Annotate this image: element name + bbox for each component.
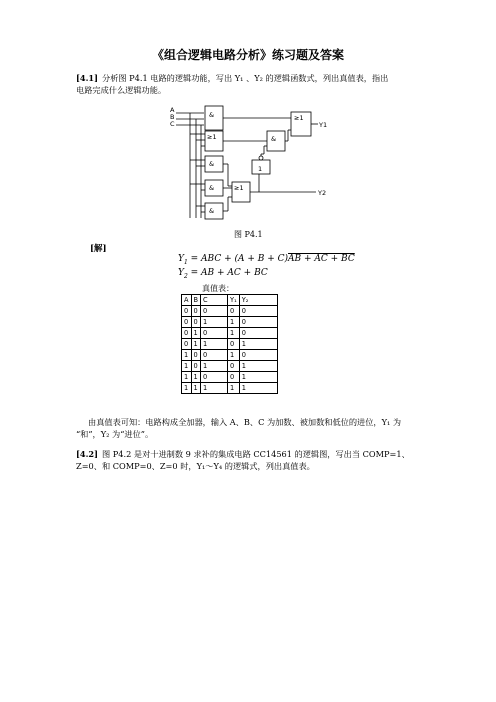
truth-table-header [182, 295, 278, 306]
table-cell: 0 [239, 317, 277, 328]
table-cell: 0 [191, 361, 201, 372]
table-row [182, 328, 278, 339]
table-cell: 0 [201, 372, 228, 383]
table-cell: 0 [201, 328, 228, 339]
gate-symbol-and: & [209, 160, 215, 168]
table-cell: 0 [239, 306, 277, 317]
figure-caption: 图 P4.1 [234, 230, 263, 239]
table-cell: 1 [201, 361, 228, 372]
question-tag: [4.1] [76, 73, 98, 83]
table-cell: 1 [191, 372, 201, 383]
conclusion-line2: “和”，Y₂ 为“进位”。 [76, 429, 154, 439]
table-row [182, 383, 278, 394]
table-cell: 1 [201, 383, 228, 394]
table-cell: 1 [191, 339, 201, 350]
table-cell: 0 [182, 339, 192, 350]
col-header: Y₂ [239, 295, 277, 306]
answer-label: [解] [90, 244, 107, 254]
equation-y1-rhs: = ABC + (A + B + C) [187, 254, 289, 264]
question-text-line2: 电路完成什么逻辑功能。 [76, 85, 167, 95]
equation-y1 [178, 254, 355, 266]
gate-symbol-or: ≥1 [234, 184, 244, 192]
table-cell: 1 [182, 383, 192, 394]
not-bubble [259, 156, 263, 160]
question-tag: [4.2] [76, 449, 98, 459]
table-cell: 1 [228, 317, 240, 328]
gate-symbol-and: & [271, 135, 277, 143]
page-title: 《组合逻辑电路分析》练习题及答案 [151, 48, 344, 62]
truth-table-title: 真值表： [202, 284, 234, 293]
table-cell: 1 [239, 361, 277, 372]
question-text-line1: 分析图 P4.1 电路的逻辑功能，写出 Y₁ 、Y₂ 的逻辑函数式，列出真值表，指出 [102, 73, 389, 83]
equation-y1-overline: AB + AC + BC [288, 254, 355, 264]
table-cell: 1 [228, 328, 240, 339]
input-label-c: C [170, 120, 175, 128]
conclusion-line1: 由真值表可知：电路构成全加器，输入 A、B、C 为加数、被加数和低位的进位，Y₁ 为 [88, 417, 402, 427]
table-cell: 0 [228, 339, 240, 350]
col-header: Y₁ [228, 295, 240, 306]
conclusion [76, 416, 422, 440]
table-cell: 0 [191, 350, 201, 361]
output-label-y1: Y1 [319, 121, 328, 129]
gate-symbol-and: & [209, 111, 215, 119]
table-row [182, 350, 278, 361]
equation-y2-sub: 2 [183, 272, 188, 280]
gate-symbol-and: & [209, 207, 215, 215]
table-cell: 1 [182, 361, 192, 372]
gate-symbol-or: ≥1 [294, 114, 304, 122]
equation-y1-lhs: Y [178, 254, 184, 264]
table-row [182, 306, 278, 317]
table-cell: 0 [191, 306, 201, 317]
equation-y2 [178, 268, 268, 280]
table-cell: 1 [239, 383, 277, 394]
table-cell: 0 [182, 317, 192, 328]
equation-y2-lhs: Y [178, 268, 184, 278]
table-row [182, 339, 278, 350]
table-cell: 0 [191, 317, 201, 328]
question-text-line1: 图 P4.2 是对十进制数 9 求补的集成电路 CC14561 的逻辑图，写出当 COMP=1、 [102, 449, 410, 459]
gate-symbol-or: ≥1 [207, 133, 217, 141]
output-label-y2: Y2 [318, 189, 327, 197]
table-cell: 1 [239, 372, 277, 383]
table-cell: 0 [228, 306, 240, 317]
col-header: B [191, 295, 201, 306]
table-cell: 1 [182, 350, 192, 361]
table-row [182, 372, 278, 383]
truth-table [181, 294, 278, 394]
table-cell: 1 [201, 339, 228, 350]
table-cell: 0 [239, 350, 277, 361]
equation-y2-rhs: = AB + AC + BC [187, 268, 268, 278]
table-cell: 1 [191, 328, 201, 339]
question-text-line2: Z=0、和 COMP=0、Z=0 时，Y₁～Y₄ 的逻辑式，列出真值表。 [76, 461, 315, 471]
table-cell: 0 [182, 306, 192, 317]
table-cell: 1 [228, 350, 240, 361]
input-label-a: A [170, 106, 175, 114]
table-cell: 0 [228, 372, 240, 383]
gate-symbol-not: 1 [258, 165, 263, 173]
col-header: C [201, 295, 228, 306]
table-cell: 0 [239, 328, 277, 339]
table-cell: 1 [239, 339, 277, 350]
col-header: A [182, 295, 192, 306]
input-label-b: B [170, 113, 175, 121]
gate-symbol-and: & [209, 184, 215, 192]
table-cell: 1 [228, 383, 240, 394]
table-cell: 1 [182, 372, 192, 383]
table-cell: 1 [191, 383, 201, 394]
question-4-2 [76, 448, 422, 472]
table-row [182, 317, 278, 328]
table-cell: 1 [201, 317, 228, 328]
equation-y1-sub: 1 [183, 258, 188, 266]
table-cell: 0 [182, 328, 192, 339]
table-cell: 0 [201, 350, 228, 361]
table-cell: 0 [228, 361, 240, 372]
table-row [182, 361, 278, 372]
table-cell: 0 [201, 306, 228, 317]
